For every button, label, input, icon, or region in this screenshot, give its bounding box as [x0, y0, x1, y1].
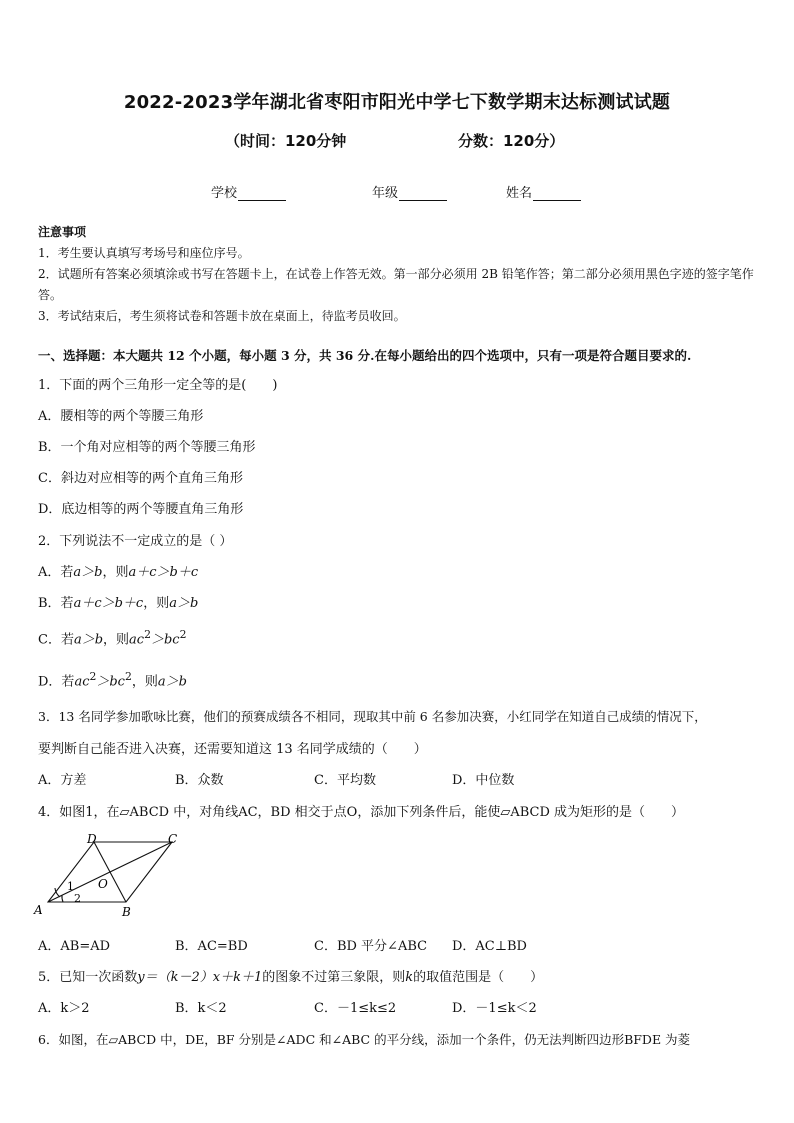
q2-d-prefix: D．若: [38, 674, 75, 690]
q2-d-result: a＞b: [157, 674, 187, 690]
q2-option-a: [38, 561, 198, 580]
school-label: 学校: [211, 186, 238, 201]
label-o: O: [98, 877, 108, 891]
q2-d-condition-right: ＞bc: [96, 674, 125, 690]
q2-d-then: ，则: [131, 674, 158, 690]
school-blank: [238, 188, 286, 201]
q5-stem: [38, 966, 543, 985]
q6-stem: 6．如图，在▱ABCD 中，DE，BF 分别是∠ADC 和∠ABC 的平分线，添加一个条件，仍无法判断四边形BFDE 为菱: [38, 1032, 691, 1047]
q2-b-prefix: B．若: [38, 596, 74, 611]
angle-arc-2: [62, 895, 63, 902]
label-d: D: [87, 832, 97, 846]
label-c: C: [168, 832, 178, 846]
q2-a-then: ，则: [102, 565, 129, 580]
total-score: 分数：120分）: [458, 132, 565, 150]
q4-option-c: C．BD 平分∠ABC: [314, 939, 428, 954]
q2-d-exp1: 2: [89, 670, 97, 683]
grade-field: [372, 182, 447, 201]
q1-option-d: D．底边相等的两个等腰直角三角形: [38, 502, 244, 517]
notes-item: 2．试题所有答案必须填涂或书写在答题卡上，在试卷上作答无效。第一部分必须用 2B 铅笔作答；第二部分必须用黑色字迹的签字笔作答。: [38, 267, 754, 302]
q2-c-then: ，则: [103, 632, 130, 648]
q2-option-b: [38, 592, 198, 611]
q2-c-prefix: C．若: [38, 632, 74, 648]
diagonal-bd: [94, 842, 126, 902]
q5-suffix: 的取值范围是（ ）: [413, 970, 544, 985]
q5-option-d: D．－1≤k＜2: [452, 1001, 537, 1016]
name-label: 姓名: [506, 186, 533, 201]
q5-variable-k: k: [405, 970, 414, 985]
label-a: A: [34, 903, 43, 917]
q2-b-then: ，则: [143, 596, 170, 611]
name-blank: [533, 188, 581, 201]
q5-prefix: 5．已知一次函数: [38, 970, 138, 985]
q3-option-d: D．中位数: [452, 773, 515, 788]
q2-option-c: [38, 628, 186, 647]
section-heading: 一、选择题：本大题共 12 个小题，每小题 3 分，共 36 分.在每小题给出的四个选项中，只有一项是符合题目要求的.: [38, 348, 692, 363]
q2-d-condition-left: ac: [74, 674, 90, 690]
notes-heading: 注意事项: [38, 225, 87, 239]
label-b: B: [122, 905, 131, 919]
q5-option-c: C．－1≤k≤2: [314, 1001, 397, 1016]
q3-option-a: A．方差: [38, 773, 87, 788]
q4-option-a: A．AB=AD: [38, 939, 111, 954]
notes-item: 1．考生要认真填写考场号和座位序号。: [38, 246, 250, 260]
q2-d-exp2: 2: [124, 670, 132, 683]
notes-block: [38, 222, 758, 327]
q1-option-b: B．一个角对应相等的两个等腰三角形: [38, 440, 256, 455]
q1-option-c: C．斜边对应相等的两个直角三角形: [38, 471, 243, 486]
q2-a-condition: a＞b: [73, 565, 103, 580]
q5-option-b: B．k＜2: [175, 1001, 227, 1016]
school-field: [211, 182, 286, 201]
q4-option-b: B．AC=BD: [175, 939, 248, 954]
q2-c-exp2: 2: [179, 628, 187, 641]
q2-c-condition: a＞b: [73, 632, 104, 648]
q1-option-a: A．腰相等的两个等腰三角形: [38, 409, 204, 424]
grade-label: 年级: [372, 186, 399, 201]
q5-function: y＝（k－2）x＋k＋1: [137, 970, 263, 985]
q2-c-result-left: ac: [129, 632, 145, 648]
notes-item: 3．考试结束后，考生须将试卷和答题卡放在桌面上，待监考员收回。: [38, 309, 406, 323]
q1-stem: 1．下面的两个三角形一定全等的是( ): [38, 378, 278, 393]
q2-a-result: a＋c＞b＋c: [128, 565, 199, 580]
q5-option-a: A．k＞2: [38, 1001, 90, 1016]
name-field: [506, 182, 581, 201]
q5-middle: 的图象不过第三象限，则: [262, 970, 406, 985]
q4-parallelogram-figure: [30, 828, 190, 923]
time-limit: （时间：120分钟: [225, 132, 347, 150]
q2-c-exp1: 2: [144, 628, 151, 641]
q4-stem: 4．如图1，在▱ABCD 中，对角线AC，BD 相交于点O，添加下列条件后，能使▱ABCD 成为矩形的是（ ）: [38, 805, 685, 820]
q2-option-d: [38, 670, 187, 689]
q3-stem-line2: 要判断自己能否进入决赛，还需要知道这 13 名同学成绩的（ ）: [38, 742, 427, 757]
label-angle-1: 1: [67, 880, 74, 893]
q2-b-condition: a＋c＞b＋c: [73, 596, 144, 611]
q2-b-result: a＞b: [169, 596, 199, 611]
q2-c-result-right: ＞bc: [150, 632, 180, 648]
q3-stem-line1: 3．13 名同学参加歌咏比赛，他们的预赛成绩各不相同，现取其中前 6 名参加决赛，小红同学在知道自己成绩的情况下，: [38, 709, 707, 724]
exam-title: 2022-2023学年湖北省枣阳市阳光中学七下数学期末达标测试试题: [123, 92, 671, 113]
grade-blank: [399, 188, 447, 201]
q3-option-c: C．平均数: [314, 773, 376, 788]
q2-stem: 2．下列说法不一定成立的是（ ）: [38, 534, 233, 549]
q2-a-prefix: A．若: [38, 565, 74, 580]
label-angle-2: 2: [74, 892, 81, 905]
q3-option-b: B．众数: [175, 773, 224, 788]
q4-option-d: D．AC⊥BD: [452, 939, 527, 954]
